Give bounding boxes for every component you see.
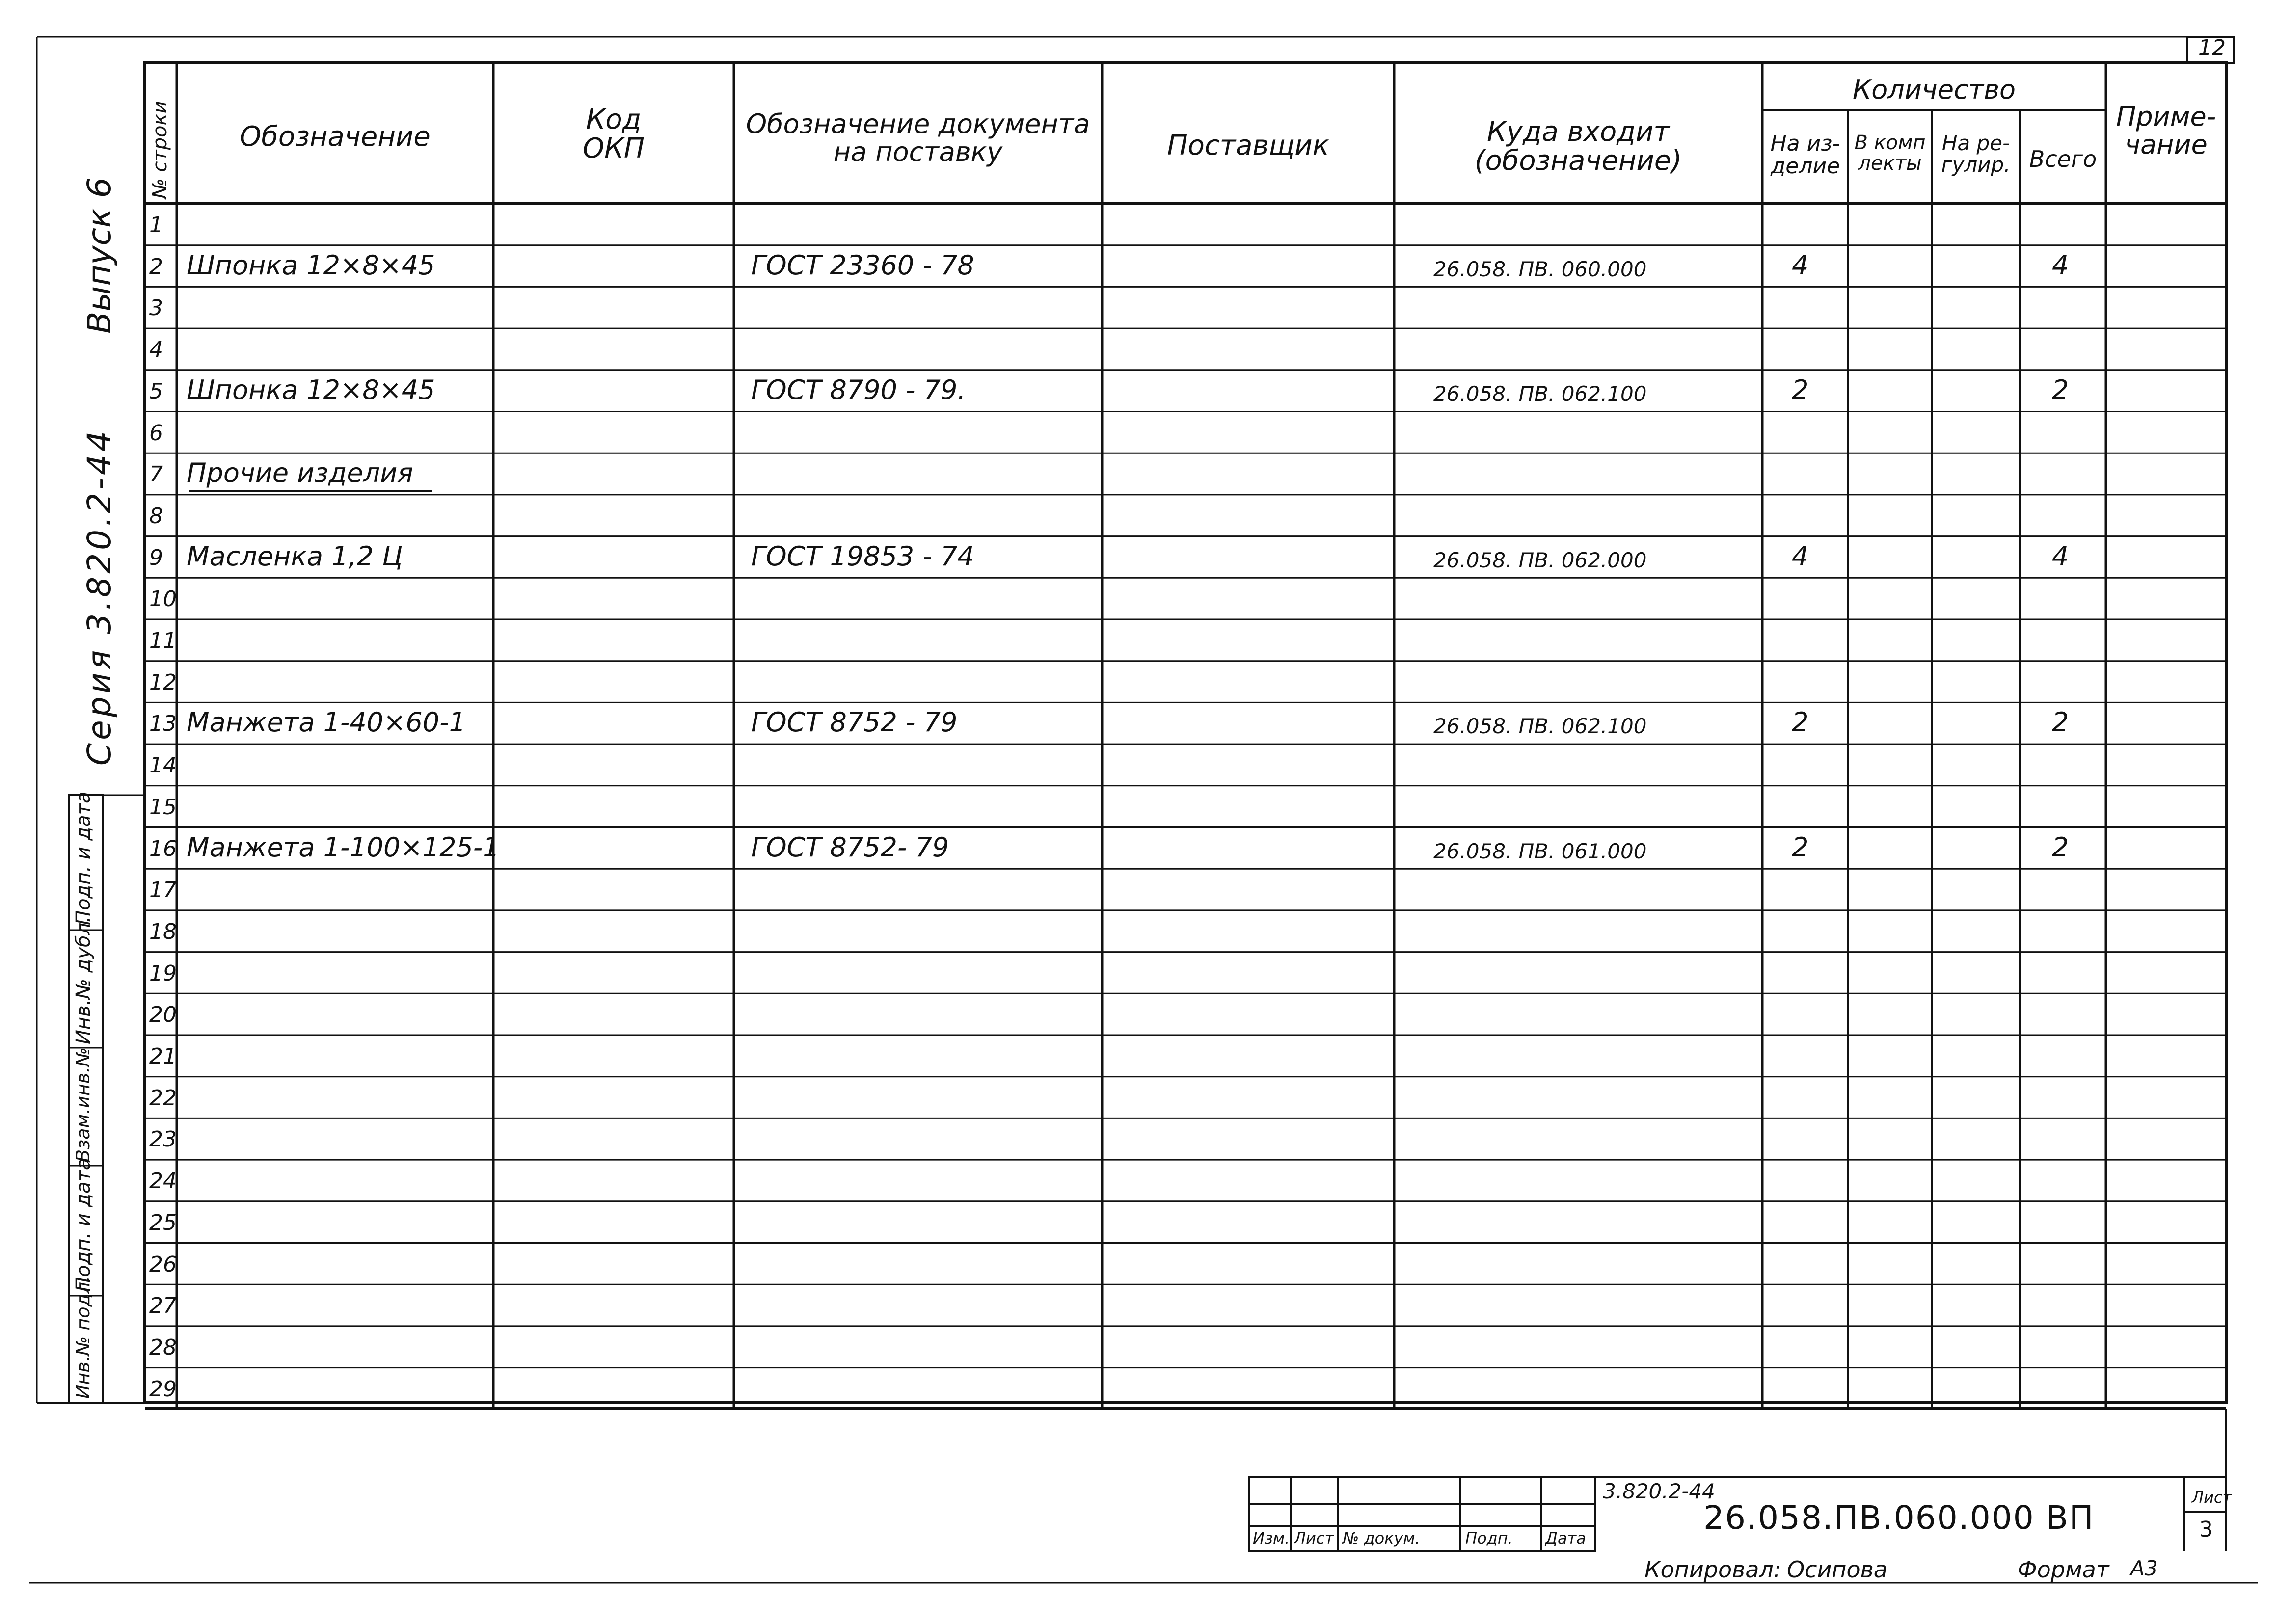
header-q-kit-line1: В комп [1854,132,1926,154]
header-quantity: Количество [1852,74,2016,105]
cell-where-used: 26.058. ПВ. 062.100 [1433,714,1647,739]
header-where-line1: Куда входит [1487,116,1670,148]
row-number: 21 [149,1044,177,1069]
header-note-line1: Приме- [2116,101,2216,132]
cell-where-used: 26.058. ПВ. 060.000 [1433,257,1647,281]
header-q-item-line2: делие [1770,154,1840,179]
row-number: 19 [149,960,177,986]
header-q-reg-line2: гулир. [1941,153,2011,177]
vypusk-label: Выпуск 6 [81,177,118,334]
header-note-line2: чание [2125,129,2208,160]
cell-designation: Манжета 1-100×125-1 [187,831,500,863]
cell-qty-total: 2 [2052,707,2069,738]
stamp-inv-dubl: Инв.№ дубл. [72,916,95,1044]
cell-qty-total: 2 [2052,374,2069,405]
header-q-item [1762,133,1848,178]
cell-designation: Масленка 1,2 Ц [187,540,403,572]
footer-format-value: А3 [2130,1556,2158,1580]
stamp-vzam-inv: Взам.инв.№ [72,1047,94,1162]
header-q-item-line1: На из- [1770,131,1840,156]
cell-qty-per-item: 2 [1792,374,1809,405]
tb-label-podp: Подп. [1465,1529,1513,1547]
tb-label-data: Дата [1545,1529,1586,1547]
cell-qty-per-item: 2 [1792,707,1809,738]
row-number: 25 [149,1210,177,1235]
row-number: 28 [149,1334,177,1360]
header-q-reg-line1: На ре- [1941,131,2010,155]
cell-designation: Шпонка 12×8×45 [187,249,435,281]
stamp-podp-data-2: Подп. и дата [72,1158,95,1292]
cell-document: ГОСТ 8790 - 79. [751,374,966,405]
row-number: 5 [149,378,163,404]
sheet-top-number: 12 [2198,35,2226,60]
row-number: 10 [149,586,177,612]
cell-qty-per-item: 4 [1792,249,1809,281]
row-number: 13 [149,711,177,737]
stamp-podp-data-1: Подп. и дата [72,791,95,925]
cell-where-used: 26.058. ПВ. 062.000 [1433,548,1647,572]
cell-document: ГОСТ 8752 - 79 [751,707,958,738]
header-q-total: Всего [2029,146,2097,172]
row-number: 18 [149,919,177,944]
row-number: 22 [149,1085,177,1111]
row-number: 2 [149,254,163,279]
row-number: 29 [149,1376,177,1402]
row-number: 9 [149,545,163,570]
seriya-label: Серия 3.820.2-44 [81,428,118,766]
tb-label-izm: Изм. [1253,1529,1290,1547]
cell-qty-per-item: 2 [1792,831,1809,863]
row-number: 8 [149,503,163,529]
row-number: 24 [149,1169,177,1194]
header-note [2106,103,2226,159]
header-q-kit-line2: лекты [1858,152,1922,175]
header-code-line1: Код [586,104,642,135]
cell-document: ГОСТ 8752- 79 [751,831,949,863]
header-designation: Обозначение [240,121,431,153]
row-number: 14 [149,753,177,778]
footer-copied-label: Копировал: [1644,1556,1781,1583]
tb-document-code: 26.058.ПВ.060.000 ВП [1703,1499,2095,1537]
tb-series: 3.820.2-44 [1603,1479,1715,1503]
header-doc-line1: Обозначение документа [746,108,1090,139]
row-number: 11 [149,628,177,653]
row-number: 1 [149,213,163,238]
row-number: 27 [149,1293,177,1319]
cell-where-used: 26.058. ПВ. 061.000 [1433,839,1647,863]
row-number: 6 [149,420,163,446]
footer-format-label: Формат [2018,1556,2109,1583]
cell-document: ГОСТ 23360 - 78 [751,249,974,281]
row-number: 4 [149,337,163,363]
cell-designation: Прочие изделия [187,457,413,489]
header-supplier: Поставщик [1167,130,1329,161]
header-code [493,106,734,163]
tb-label-list: Лист [1294,1529,1334,1547]
stamp-inv-podl: Инв.№ подл. [72,1276,94,1399]
row-number: 15 [149,794,177,820]
row-number: 7 [149,462,163,487]
row-number: 3 [149,295,163,321]
row-number: 17 [149,878,177,903]
header-q-reg [1932,133,2020,176]
row-number: 26 [149,1251,177,1277]
header-code-line2: ОКП [583,132,645,164]
cell-qty-total: 2 [2052,831,2069,863]
header-q-kit [1848,133,1932,174]
cell-qty-per-item: 4 [1792,540,1809,572]
row-number: 16 [149,836,177,861]
cell-designation: Шпонка 12×8×45 [187,374,435,405]
tb-sheet-number: 3 [2199,1517,2213,1542]
header-doc [734,110,1102,166]
tb-label-doc: № докум. [1343,1529,1420,1547]
cell-qty-total: 4 [2052,249,2069,281]
header-doc-line2: на поставку [833,136,1003,167]
cell-where-used: 26.058. ПВ. 062.100 [1433,381,1647,406]
row-number: 23 [149,1127,177,1152]
tb-sheet-label: Лист [2192,1488,2232,1507]
cell-designation: Манжета 1-40×60-1 [187,707,466,738]
cell-qty-total: 4 [2052,540,2069,572]
header-where [1394,118,1762,176]
footer-copied-by: Осипова [1787,1556,1887,1583]
row-number: 20 [149,1002,177,1028]
row-number: 12 [149,669,177,695]
header-row-no: № строки [149,101,171,199]
header-where-line2: (обозначение) [1474,144,1682,177]
cell-document: ГОСТ 19853 - 74 [751,540,974,572]
